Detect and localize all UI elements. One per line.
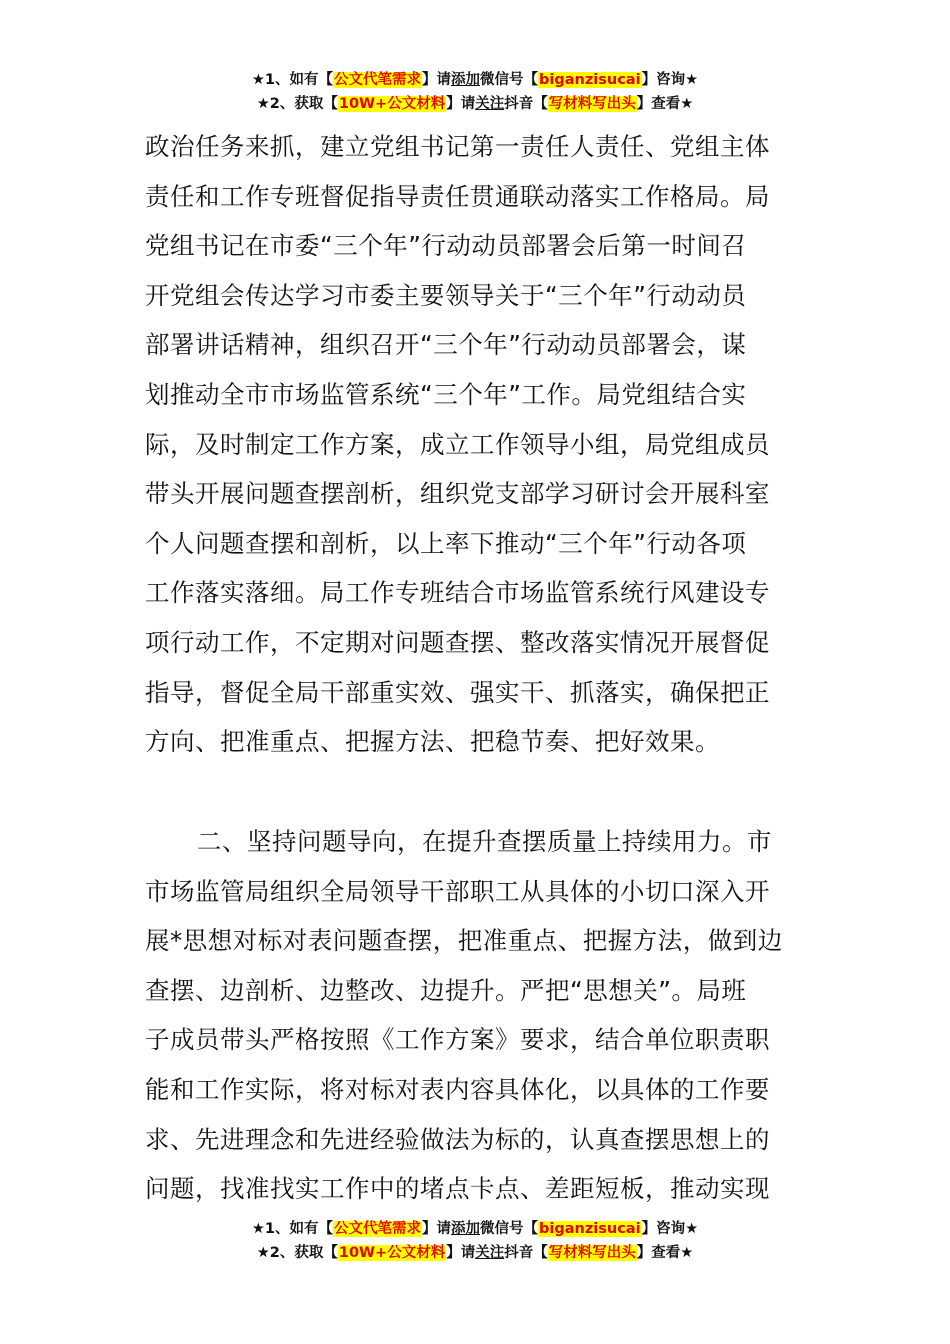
highlight-materials: 10W+公文材料 [338,96,446,112]
banner-text: 】请 [446,96,476,112]
footer-banner [0,1217,950,1265]
text-line: 部署讲话精神，组织召开“三个年”行动动员部署会，谋 [145,330,747,360]
text-line: 党组书记在市委“三个年”行动动员部署会后第一时间召 [145,231,747,261]
banner-line-1 [0,1217,950,1241]
banner-text-underlined: 添加 [451,1221,481,1237]
banner-text-underlined: 添加 [451,72,481,88]
text-line-first [145,817,810,867]
banner-text: 抖音【 [504,1245,548,1261]
banner-text: ★2、获取【 [256,96,338,112]
highlight-douyin-account: 写材料写出头 [548,1245,636,1261]
banner-line-2 [0,92,950,116]
section-heading-text: 二、坚持问题导向，在提升查摆质量上持续用力。市 [197,827,772,856]
banner-text: 】咨询★ [641,72,699,88]
banner-text: 】咨询★ [641,1221,699,1237]
text-line: 个人问题查摆和剖析，以上率下推动“三个年”行动各项 [145,528,747,558]
text-line: 方向、把准重点、把握方法、把稳节奏、把好效果。 [145,727,720,757]
banner-text: 】请 [422,1221,452,1237]
text-line: 开党组会传达学习市委主要领导关于“三个年”行动动员 [145,280,747,310]
text-line: 能和工作实际，将对标对表内容具体化，以具体的工作要 [145,1074,770,1104]
banner-text-underlined: 关注 [475,96,505,112]
text-line: 展*思想对标对表问题查摆，把准重点、把握方法，做到边 [145,926,783,956]
banner-text: 】请 [422,72,452,88]
banner-text: 】查看★ [636,1245,694,1261]
text-line: 子成员带头严格按照《工作方案》要求，结合单位职责职 [145,1025,770,1055]
text-line: 划推动全市市场监管系统“三个年”工作。局党组结合实 [145,379,747,409]
banner-text: ★1、如有【 [251,1221,334,1237]
header-banner [0,68,950,116]
banner-text: 】请 [446,1245,476,1261]
highlight-wechat-id: biganzisucai [539,72,641,88]
paragraph-2 [145,817,810,1214]
text-line: 求、先进理念和先进经验做法为标的，认真查摆思想上的 [145,1124,770,1154]
banner-text-underlined: 关注 [475,1245,505,1261]
text-line: 项行动工作，不定期对问题查摆、整改落实情况开展督促 [145,627,770,657]
text-line: 查摆、边剖析、边整改、边提升。严把“思想关”。局班 [145,975,747,1005]
highlight-service: 公文代笔需求 [334,1221,422,1237]
banner-text: ★1、如有【 [251,72,334,88]
highlight-service: 公文代笔需求 [334,72,422,88]
text-line: 责任和工作专班督促指导责任贯通联动落实工作格局。局 [145,181,770,211]
banner-text: 】查看★ [636,96,694,112]
highlight-douyin-account: 写材料写出头 [548,96,636,112]
highlight-wechat-id: biganzisucai [539,1221,641,1237]
banner-text: 微信号【 [480,1221,539,1237]
banner-text: 抖音【 [504,96,548,112]
banner-line-2 [0,1241,950,1265]
banner-text: 微信号【 [480,72,539,88]
text-line: 际，及时制定工作方案，成立工作领导小组，局党组成员 [145,429,770,459]
paragraph-1 [145,122,810,767]
text-line: 指导，督促全局干部重实效、强实干、抓落实，确保把正 [145,677,770,707]
highlight-materials: 10W+公文材料 [338,1245,446,1261]
banner-line-1 [0,68,950,92]
text-line: 政治任务来抓，建立党组书记第一责任人责任、党组主体 [145,132,770,161]
text-line: 问题，找准找实工作中的堵点卡点、差距短板，推动实现 [145,1174,770,1204]
text-line: 工作落实落细。局工作专班结合市场监管系统行风建设专 [145,578,770,608]
text-line: 带头开展问题查摆剖析，组织党支部学习研讨会开展科室 [145,479,770,509]
banner-text: ★2、获取【 [256,1245,338,1261]
text-line: 市场监管局组织全局领导干部职工从具体的小切口深入开 [145,876,770,906]
